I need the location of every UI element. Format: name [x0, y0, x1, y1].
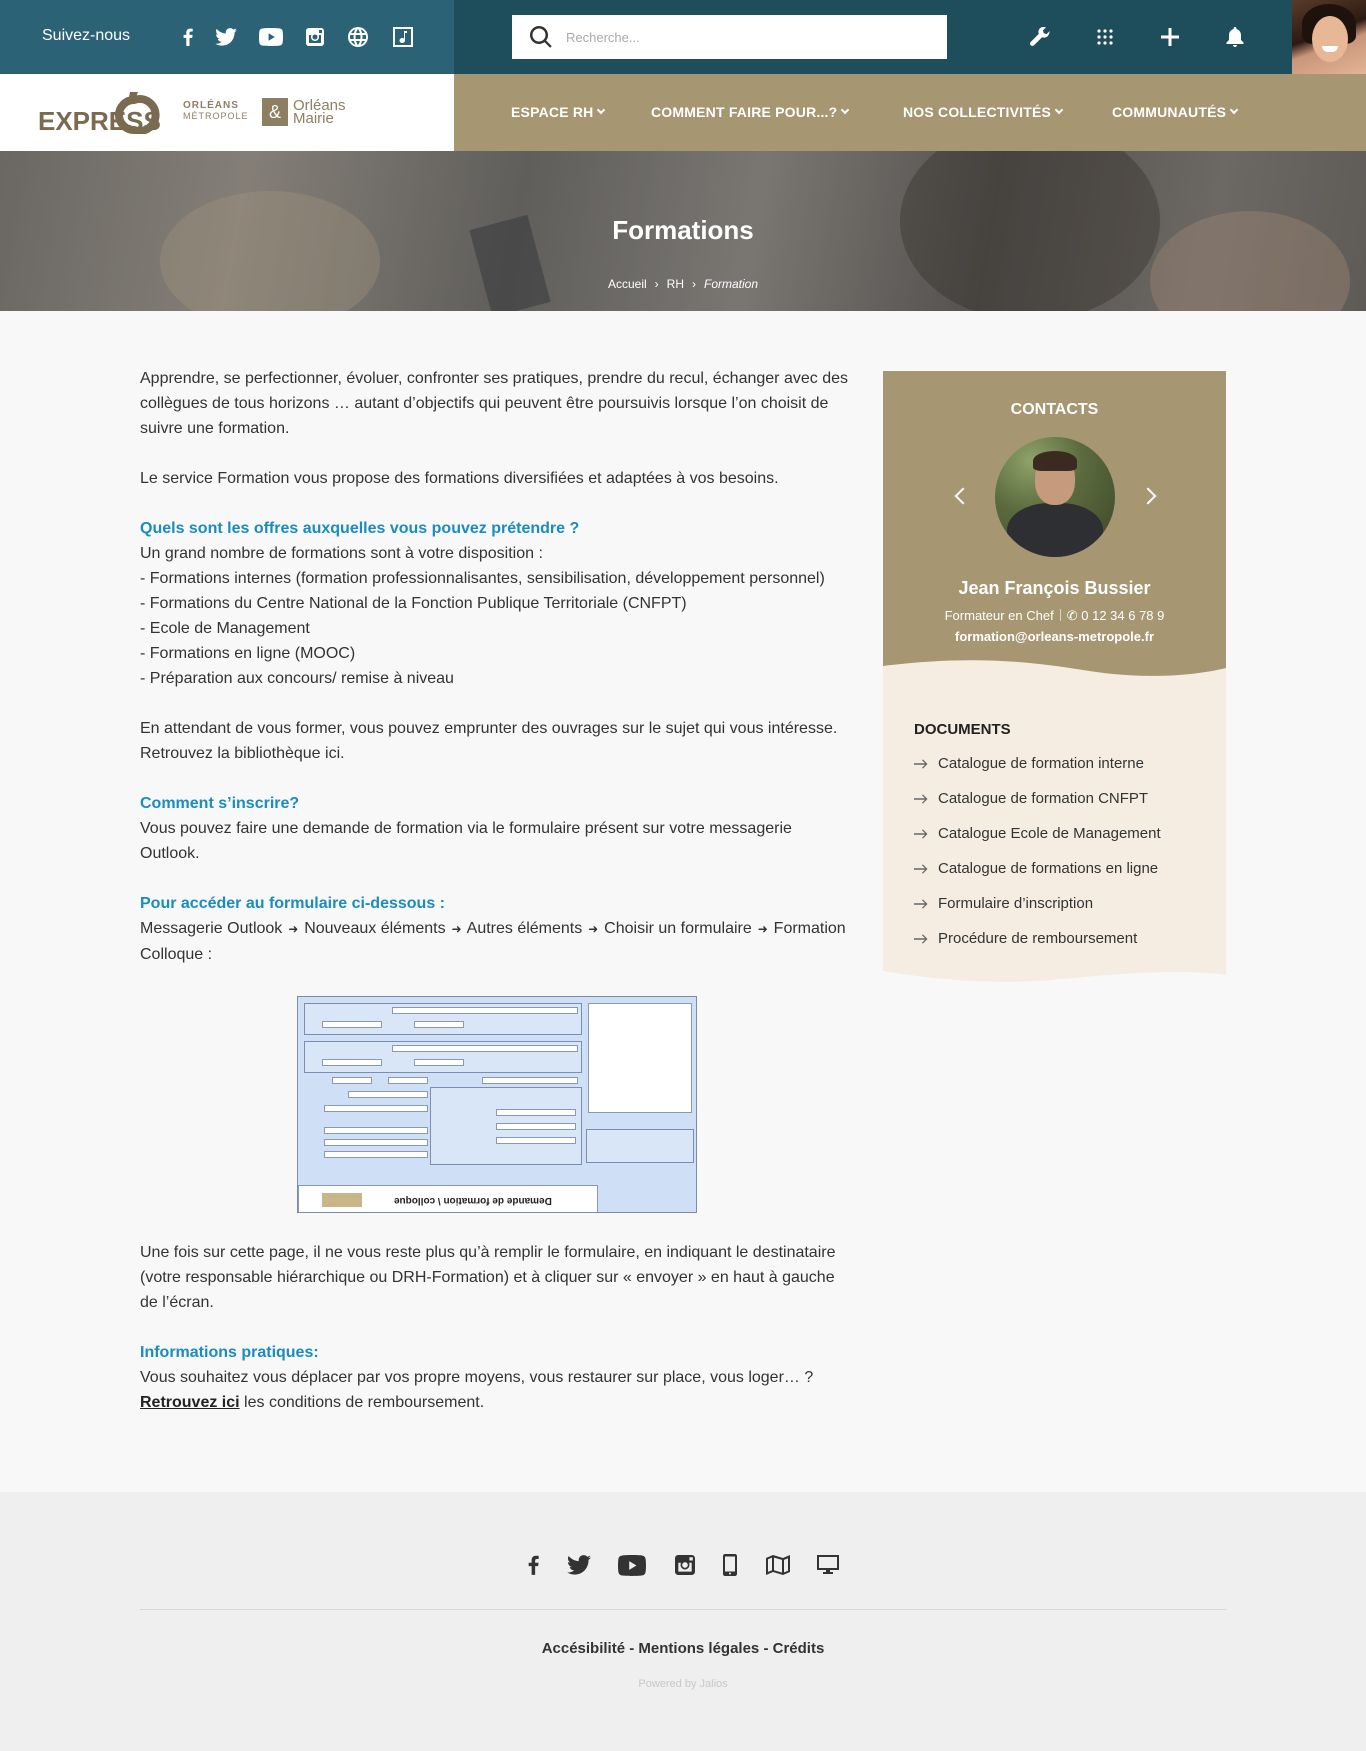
- offer-item: - Formations internes (formation professionnalisantes, sensibilisation, développement personnel): [140, 570, 825, 587]
- document-link[interactable]: Formulaire d’inscription: [914, 895, 1093, 912]
- intro-paragraph: Apprendre, se perfectionner, évoluer, confronter ses pratiques, prendre du recul, échanger avec des collègues de tous horizons … autant d’objectifs qui peuvent être poursuivis lorsque l’on choisit de suivre une formation.: [140, 370, 848, 437]
- article-body: [140, 366, 855, 967]
- footer-link-legal[interactable]: Mentions légales: [638, 1640, 760, 1657]
- phone-icon: ✆: [1066, 608, 1078, 623]
- document-link[interactable]: Catalogue Ecole de Management: [914, 825, 1161, 842]
- arrow-right-icon: [914, 899, 928, 909]
- chevron-down-icon: [841, 106, 849, 114]
- offer-item: - Ecole de Management: [140, 620, 310, 637]
- chevron-right-icon: ›: [692, 277, 696, 291]
- contact-name: Jean François Bussier: [958, 578, 1151, 598]
- footer-divider: [140, 1609, 1226, 1610]
- breadcrumb-rh[interactable]: RH: [666, 277, 684, 291]
- form-path-step: Nouveaux éléments: [304, 920, 446, 937]
- offer-item: - Préparation aux concours/ remise à niveau: [140, 670, 454, 687]
- mairie-mark-icon: &: [262, 98, 288, 126]
- wrench-icon[interactable]: [1025, 22, 1055, 52]
- practical-section: [140, 1340, 855, 1415]
- article-body-continued: [140, 1240, 855, 1440]
- orleans-mairie-logo[interactable]: & Orléans Mairie: [262, 98, 346, 126]
- register-heading: Comment s’inscrire?: [140, 795, 300, 812]
- form-access-section: [140, 891, 855, 967]
- document-link[interactable]: Catalogue de formation interne: [914, 755, 1144, 772]
- contacts-card: [883, 371, 1226, 679]
- footer-link-credits[interactable]: Crédits: [772, 1640, 825, 1657]
- form-path-step: Choisir un formulaire: [604, 920, 752, 937]
- contacts-title: CONTACTS: [1010, 401, 1099, 418]
- contact-phone[interactable]: 0 12 34 6 78 9: [1081, 608, 1165, 623]
- instagram-icon[interactable]: [300, 22, 330, 52]
- register-text: Vous pouvez faire une demande de formation via le formulaire présent sur votre messagerie Outlook.: [140, 820, 792, 862]
- offers-heading: Quels sont les offres auxquelles vous pouvez prétendre ?: [140, 520, 580, 537]
- contact-role: Formateur en Chef: [944, 608, 1054, 623]
- register-section: [140, 791, 855, 866]
- social-follow-bar: [0, 0, 454, 74]
- footer: [0, 1492, 1366, 1751]
- orleans-metropole-logo[interactable]: ORLÉANS MÉTROPOLE: [183, 100, 249, 121]
- offers-intro: Un grand nombre de formations sont à votre disposition :: [140, 545, 543, 562]
- page-title: Formations: [612, 215, 754, 245]
- offers-section: [140, 516, 855, 691]
- contact-photo: [995, 437, 1115, 557]
- form-image-title: Demande de formation \ colloque: [394, 1195, 552, 1206]
- arrow-right-icon: [914, 794, 928, 804]
- document-link[interactable]: Catalogue de formation CNFPT: [914, 790, 1148, 807]
- globe-icon[interactable]: [343, 22, 373, 52]
- arrow-right-icon: ➜: [451, 922, 462, 936]
- after-form-paragraph: Une fois sur cette page, il ne vous reste plus qu’à remplir le formulaire, en indiquant le destinataire (votre responsable hiérarchique ou DRH-Formation) et à cliquer sur « envoyer » en haut à gauche de l’écran.: [140, 1244, 836, 1311]
- breadcrumb-current: Formation: [704, 277, 759, 291]
- arrow-right-icon: ➜: [588, 922, 599, 936]
- orleans-logo-thumb: [322, 1193, 362, 1207]
- bell-icon[interactable]: [1220, 22, 1250, 52]
- form-heading: Pour accéder au formulaire ci-dessous :: [140, 895, 445, 912]
- document-link[interactable]: Procédure de remboursement: [914, 930, 1137, 947]
- offer-item: - Formations en ligne (MOOC): [140, 645, 356, 662]
- practical-text: Vous souhaitez vous déplacer par vos propre moyens, vous restaurer sur place, vous loger… ?: [140, 1369, 814, 1386]
- plus-icon[interactable]: [1155, 22, 1185, 52]
- search-box[interactable]: [512, 15, 947, 59]
- document-link[interactable]: Catalogue de formations en ligne: [914, 860, 1158, 877]
- express-logo[interactable]: [38, 92, 168, 139]
- arrow-right-icon: [914, 864, 928, 874]
- chevron-down-icon: [1230, 106, 1238, 114]
- logo-area: [0, 74, 454, 151]
- facebook-icon[interactable]: [518, 1550, 548, 1580]
- documents-title: DOCUMENTS: [914, 721, 1011, 738]
- footer-links: Accésibilité - Mentions légales - Crédits: [541, 1640, 825, 1657]
- nav-comment-faire[interactable]: COMMENT FAIRE POUR...?: [651, 104, 848, 120]
- form-path-step: Autres éléments: [466, 920, 583, 937]
- desktop-icon[interactable]: [813, 1550, 843, 1580]
- chevron-right-icon[interactable]: [1140, 488, 1157, 505]
- nav-collectivites[interactable]: NOS COLLECTIVITÉS: [903, 104, 1062, 120]
- facebook-icon[interactable]: [173, 22, 203, 52]
- service-paragraph: Le service Formation vous propose des formations diversifiées et adaptées à vos besoins.: [140, 470, 779, 487]
- form-path-step: Messagerie Outlook: [140, 920, 283, 937]
- arrow-right-icon: [914, 829, 928, 839]
- contact-email[interactable]: formation@orleans-metropole.fr: [954, 629, 1155, 644]
- music-icon[interactable]: [388, 22, 418, 52]
- twitter-icon[interactable]: [564, 1550, 594, 1580]
- reimbursement-link[interactable]: Retrouvez ici: [140, 1394, 240, 1411]
- form-screenshot: [297, 996, 697, 1213]
- arrow-right-icon: ➜: [288, 922, 299, 936]
- chevron-down-icon: [1055, 106, 1063, 114]
- breadcrumb: [0, 277, 1366, 291]
- nav-communautes[interactable]: COMMUNAUTÉS: [1112, 104, 1237, 120]
- apps-grid-icon[interactable]: [1090, 22, 1120, 52]
- arrow-right-icon: ➜: [757, 922, 768, 936]
- svg-text:EXPRESS: EXPRESS: [38, 106, 161, 134]
- arrow-right-icon: [914, 934, 928, 944]
- powered-by: Powered by Jalios: [638, 1678, 728, 1690]
- documents-card: [883, 679, 1226, 986]
- map-icon[interactable]: [763, 1550, 793, 1580]
- search-icon: [530, 26, 552, 48]
- arrow-right-icon: [914, 759, 928, 769]
- nav-espace-rh[interactable]: ESPACE RH: [511, 104, 604, 120]
- main-nav: [454, 74, 1366, 151]
- chevron-right-icon: ›: [654, 277, 659, 291]
- library-paragraph: En attendant de vous former, vous pouvez emprunter des ouvrages sur le sujet qui vous intéresse. Retrouvez la bibliothèque ici.: [140, 720, 838, 762]
- chevron-left-icon[interactable]: [955, 488, 972, 505]
- twitter-icon[interactable]: [211, 22, 241, 52]
- youtube-icon[interactable]: [256, 22, 286, 52]
- contact-role-line: [883, 608, 1226, 624]
- follow-label: Suivez-nous: [42, 27, 131, 44]
- top-bar: [0, 0, 1366, 74]
- footer-link-accessibility[interactable]: Accésibilité: [541, 1640, 626, 1657]
- instagram-icon[interactable]: [670, 1550, 700, 1580]
- youtube-icon[interactable]: [617, 1550, 647, 1580]
- chevron-down-icon: [597, 106, 605, 114]
- user-avatar[interactable]: [1292, 0, 1366, 74]
- hero-banner: [0, 151, 1366, 311]
- offer-item: - Formations du Centre National de la Fonction Publique Territoriale (CNFPT): [140, 595, 687, 612]
- search-input[interactable]: [566, 30, 926, 45]
- breadcrumb-accueil[interactable]: Accueil: [607, 277, 647, 291]
- practical-heading: Informations pratiques:: [140, 1344, 319, 1361]
- form-path-step: Formation Colloque :: [140, 920, 846, 963]
- mobile-icon[interactable]: [715, 1550, 745, 1580]
- practical-tail: les conditions de remboursement.: [239, 1394, 485, 1411]
